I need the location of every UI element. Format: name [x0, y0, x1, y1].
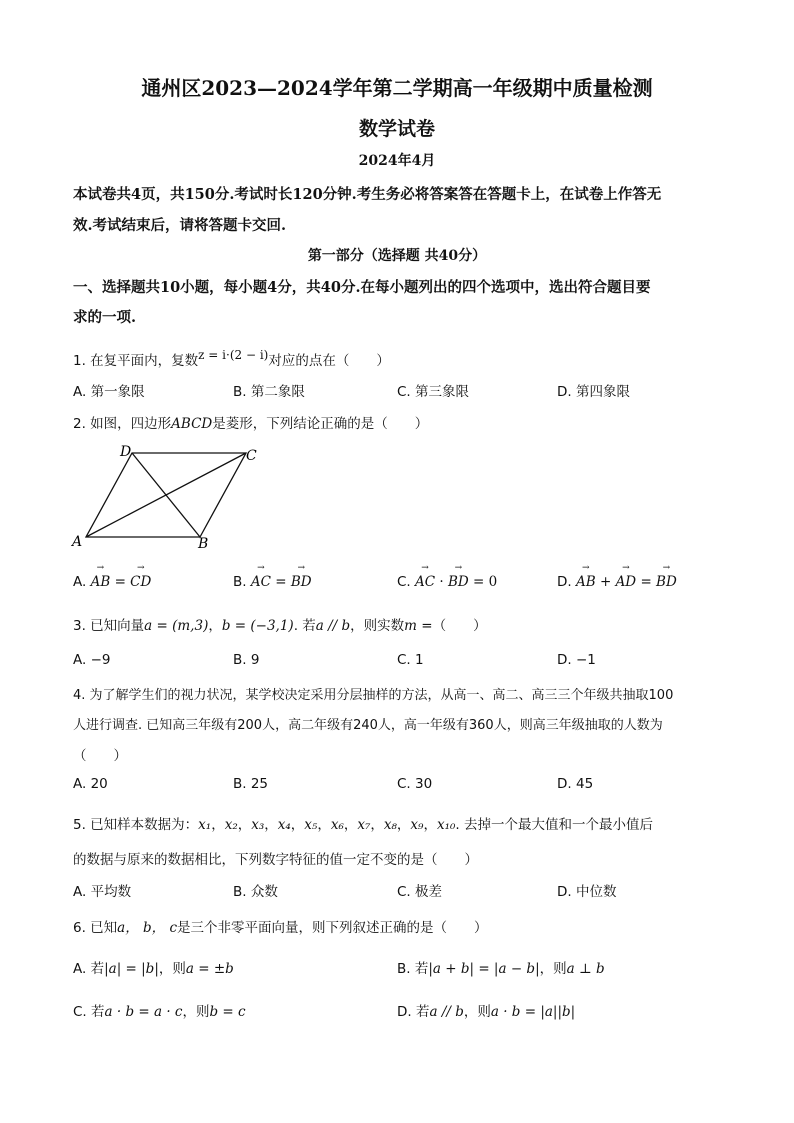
q3-cond: a // b [315, 618, 351, 634]
q6-a-pre: A. 若 [73, 961, 105, 977]
q1-option-b: B. 第二象限 [233, 384, 305, 400]
q5-var: x₉ [410, 817, 424, 833]
q6-option-d [397, 1000, 575, 1020]
q1-option-c: C. 第三象限 [397, 384, 470, 400]
q2-a-op: = [114, 574, 126, 590]
rhombus-figure [68, 440, 268, 555]
q3-a-def: a = (m,3) [144, 618, 209, 634]
q2-a-label: A. [73, 574, 87, 590]
diagonal-bd [132, 453, 200, 537]
q6-option-b [397, 957, 605, 977]
q6-suffix: 是三个非零平面向量，则下列叙述正确的是（ ） [177, 920, 488, 936]
q5-suffix: . 去掉一个最大值和一个最小值后 [455, 817, 653, 833]
q5-var: x₃ [251, 817, 265, 833]
q4-option-a: A. 20 [73, 776, 108, 792]
q2-d-op2: = [640, 574, 652, 590]
q2-shape: ABCD [171, 416, 213, 432]
q2-b-label: B. [233, 574, 247, 590]
q2-prefix: 2. 如图，四边形 [73, 416, 172, 432]
q5-line-2: 的数据与原来的数据相比，下列数字特征的值一定不变的是（ ） [73, 852, 478, 868]
q2-a-right: → CD [130, 574, 151, 590]
q6-c-pre: C. 若 [73, 1004, 105, 1020]
question-3: 3. 已知向量a = (m,3)，b = (−3,1). 若a // b，则实数m =（ ） [73, 618, 487, 634]
q5-var: x₇ [357, 817, 371, 833]
q6-c-mid: ，则 [182, 1004, 210, 1020]
q4-option-d: D. 45 [557, 776, 594, 792]
q1-prefix: 1. 在复平面内，复数 [73, 353, 199, 369]
q6-d-res: a · b = |a||b| [490, 1004, 576, 1020]
q2-option-d [557, 574, 677, 590]
q6-a-mid: ，则 [158, 961, 186, 977]
q4-line-1: 4. 为了解学生们的视力状况，某学校决定采用分层抽样的方法，从高一、高二、高三三个年级共抽取100 [73, 688, 674, 703]
q6-a-cond: |a| = |b| [104, 961, 159, 977]
q1-suffix: 对应的点在（ ） [268, 353, 390, 369]
q6-b-pre: B. 若 [397, 961, 429, 977]
notice-line-2: 效.考试结束后，请将答题卡交回. [73, 217, 287, 234]
q3-option-b: B. 9 [233, 652, 260, 668]
question-6 [73, 916, 488, 936]
q6-option-a [73, 957, 234, 977]
q6-c-cond: a · b = a · c [104, 1004, 183, 1020]
q5-prefix: 5. 已知样本数据为： [73, 817, 199, 833]
q2-d-left: → AB [576, 574, 596, 590]
page-title: 通州区2023—2024学年第二学期高一年级期中质量检测 [141, 76, 653, 100]
q2-d-third: → BD [656, 574, 677, 590]
notice-line-1: 本试卷共4页，共150分.考试时长120分钟.考生务必将答案答在答题卡上，在试卷上作答无 [73, 186, 662, 203]
q2-c-right: → BD [448, 574, 469, 590]
q2-suffix: 是菱形，下列结论正确的是（ ） [212, 416, 429, 432]
question-1 [73, 348, 390, 369]
q2-d-op: + [599, 574, 612, 590]
q2-d-right: → AD [616, 574, 637, 590]
q4-line-3: （ ） [73, 748, 127, 764]
label-b: B [198, 536, 209, 552]
q6-b-mid: ，则 [539, 961, 567, 977]
q2-c-left: → AC [415, 574, 435, 590]
q3-prefix: 3. 已知向量 [73, 618, 145, 634]
q5-var: x₄ [277, 817, 291, 833]
q2-option-c [397, 574, 497, 590]
section-instruction-2: 求的一项. [73, 309, 137, 326]
q6-b-res: a ⊥ b [566, 961, 605, 977]
q1-expression: z = i·(2 − i) [198, 348, 269, 362]
q6-option-c [73, 1000, 246, 1020]
q5-var: x₆ [330, 817, 344, 833]
q5-option-d: D. 中位数 [557, 884, 617, 900]
q2-c-label: C. [397, 574, 411, 590]
question-2 [73, 412, 428, 432]
q2-c-op: · [439, 574, 444, 590]
section-instruction-1: 一、选择题共10小题，每小题4分，共40分.在每小题列出的四个选项中，选出符合题目要 [73, 279, 651, 296]
label-a: A [72, 534, 83, 550]
q6-prefix: 6. 已知 [73, 920, 118, 936]
q3-b-def: b = (−3,1) [221, 618, 294, 634]
label-c: C [246, 448, 257, 464]
q3-option-a: A. −9 [73, 652, 111, 668]
q2-option-a [73, 574, 151, 590]
q6-a-res: a = ±b [185, 961, 234, 977]
q6-d-cond: a // b [429, 1004, 464, 1020]
exam-date: 2024年4月 [358, 153, 436, 169]
q5-option-a: A. 平均数 [73, 884, 132, 900]
q2-a-left: → AB [91, 574, 111, 590]
q6-d-mid: ，则 [463, 1004, 491, 1020]
q4-line-2: 人进行调查. 已知高三年级有200人，高二年级有240人，高一年级有360人，则高三年级抽取的人数为 [73, 718, 663, 733]
q2-d-label: D. [557, 574, 572, 590]
q1-option-d: D. 第四象限 [557, 384, 630, 400]
q5-var: x₈ [383, 817, 397, 833]
q6-d-pre: D. 若 [397, 1004, 430, 1020]
q3-option-c: C. 1 [397, 652, 424, 668]
q6-vars: a， b， c [117, 920, 178, 936]
q6-c-res: b = c [209, 1004, 246, 1020]
q3-tail: =（ ） [416, 618, 487, 634]
q4-option-b: B. 25 [233, 776, 269, 792]
q2-option-b [233, 574, 312, 590]
section-title: 第一部分（选择题 共40分） [307, 248, 487, 264]
q5-var: x₁₀ [436, 817, 456, 833]
q2-b-right: → BD [291, 574, 312, 590]
q5-var: x₅ [304, 817, 318, 833]
q2-b-left: → AC [251, 574, 271, 590]
question-5: 5. 已知样本数据为：x₁，x₂，x₃，x₄，x₅，x₆，x₇，x₈，x₉，x₁₀. 去掉一个最大值和一个最小值后 [73, 817, 653, 833]
q4-option-c: C. 30 [397, 776, 433, 792]
page-subtitle: 数学试卷 [358, 118, 435, 140]
label-d: D [120, 444, 132, 460]
q1-option-a: A. 第一象限 [73, 384, 145, 400]
q2-c-tail: = 0 [473, 574, 498, 590]
q5-var: x₂ [224, 817, 238, 833]
q2-b-op: = [275, 574, 287, 590]
q3-var: m [404, 618, 417, 634]
q5-option-b: B. 众数 [233, 884, 278, 900]
q3-cond-prefix: . 若 [293, 618, 316, 634]
q5-option-c: C. 极差 [397, 884, 443, 900]
q3-suffix: ，则实数 [350, 618, 405, 634]
q6-b-cond: |a + b| = |a − b| [428, 961, 540, 977]
q3-option-d: D. −1 [557, 652, 596, 668]
q5-var: x₁ [198, 817, 212, 833]
